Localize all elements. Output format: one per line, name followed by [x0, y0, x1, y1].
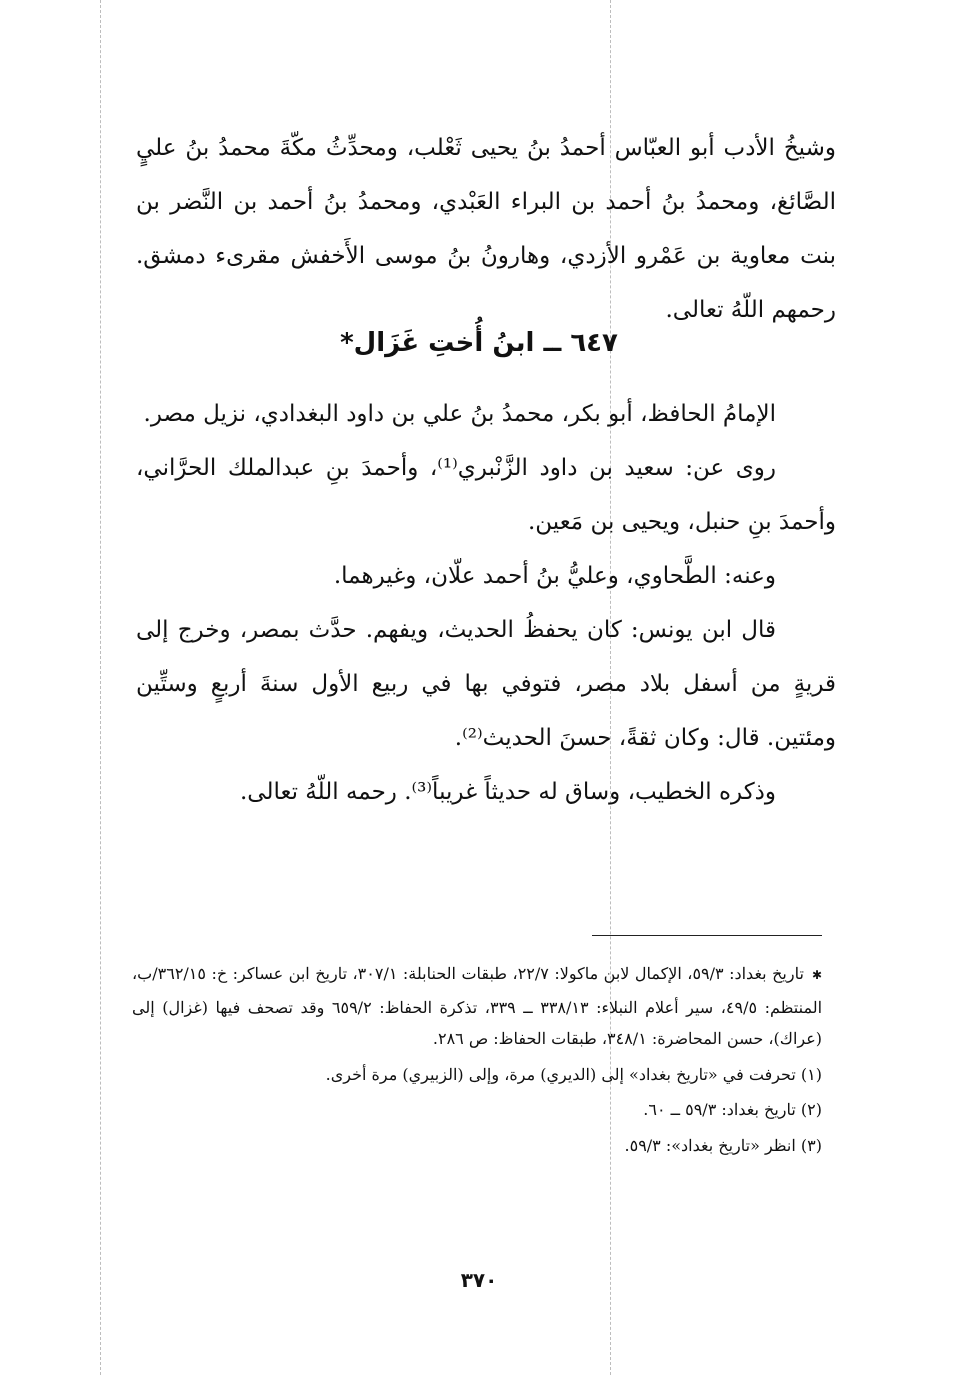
footnote: (١) تحرفت في «تاريخ بغداد» إلى (الديري) مرة، وإلى (الزبيري) مرة أخرى.: [325, 1064, 822, 1084]
paragraph: قال ابن يونس: كان يحفظُ الحديث، ويفهم. حدَّث بمصر، وخرج إلى قريةٍ من أسفل بلاد مصر، فتوفي بها في ربيع الأول سنةَ أربعٍ وستِّين ومئتين. قال: وكان ثقةً، حسنَ الحديث⁽²⁾.: [136, 617, 836, 751]
paragraph: الإمامُ الحافظ، أبو بكر، محمدُ بنُ علي بن داود البغدادي، نزيل مصر.: [143, 401, 776, 427]
scan-fold-line: [100, 0, 101, 1375]
paragraph: وذكره الخطيب، وساق له حديثاً غريباً⁽³⁾. رحمه اللّهُ تعالى.: [239, 779, 776, 805]
footnote: (٢) تاريخ بغداد: ٥٩/٣ ــ ٦٠.: [643, 1100, 822, 1119]
footnote-separator: [592, 935, 822, 936]
entry-heading: ٦٤٧ ــ ابنُ أُختِ غَزَال*: [340, 328, 618, 358]
footnote: (٣) انظر «تاريخ بغداد»: ٥٩/٣.: [624, 1135, 822, 1155]
entry-body: [136, 387, 836, 819]
paragraph: وشيخُ الأدب أبو العبّاس أحمدُ بنُ يحيى ثَعْلب، ومحدِّثُ مكّةَ محمدُ بنُ عليٍ الصَّائغ، ومحمدُ بنُ أحمد بن البراء العَبْدي، ومحمدُ بنُ أحمد بن النَّضر بن بنت معاوية بن عَمْرو الأزدي، وهارونُ بنُ موسى الأَخفش مقرىء دمشق. رحمهم اللّهُ تعالى.: [136, 135, 836, 323]
page-number: ٣٧٠: [460, 1268, 498, 1292]
paragraph: روى عن: سعيد بن داود الزَّنْبري⁽¹⁾، وأحمدَ بنِ عبدالملك الحرَّاني، وأحمدَ بنِ حنبل، ويحيى بن مَعين.: [136, 455, 836, 535]
paragraph: وعنه: الطَّحاوي، وعليُّ بنُ أحمد علّان، وغيرهما.: [333, 563, 776, 589]
footnote-sources: ✱ تاريخ بغداد: ٥٩/٣، الإكمال لابن ماكولا: ٢٢/٧، طبقات الحنابلة: ٣٠٧/١، تاريخ ابن عساكر: خ: ٣٦٢/١٥/ب، المنتظم: ٤٩/٥، سير أعلام النبلاء: ٣٣٨/١٣ ــ ٣٣٩، تذكرة الحفاظ: ٦٥٩/٢ وقد تصحف فيها (غزال) إلى (عراك)، حسن المحاضرة: ٣٤٨/١، طبقات الحفاظ: ص ٢٨٦.: [132, 958, 822, 1055]
biography-continuation: [136, 121, 836, 337]
footnotes: [132, 958, 822, 1165]
